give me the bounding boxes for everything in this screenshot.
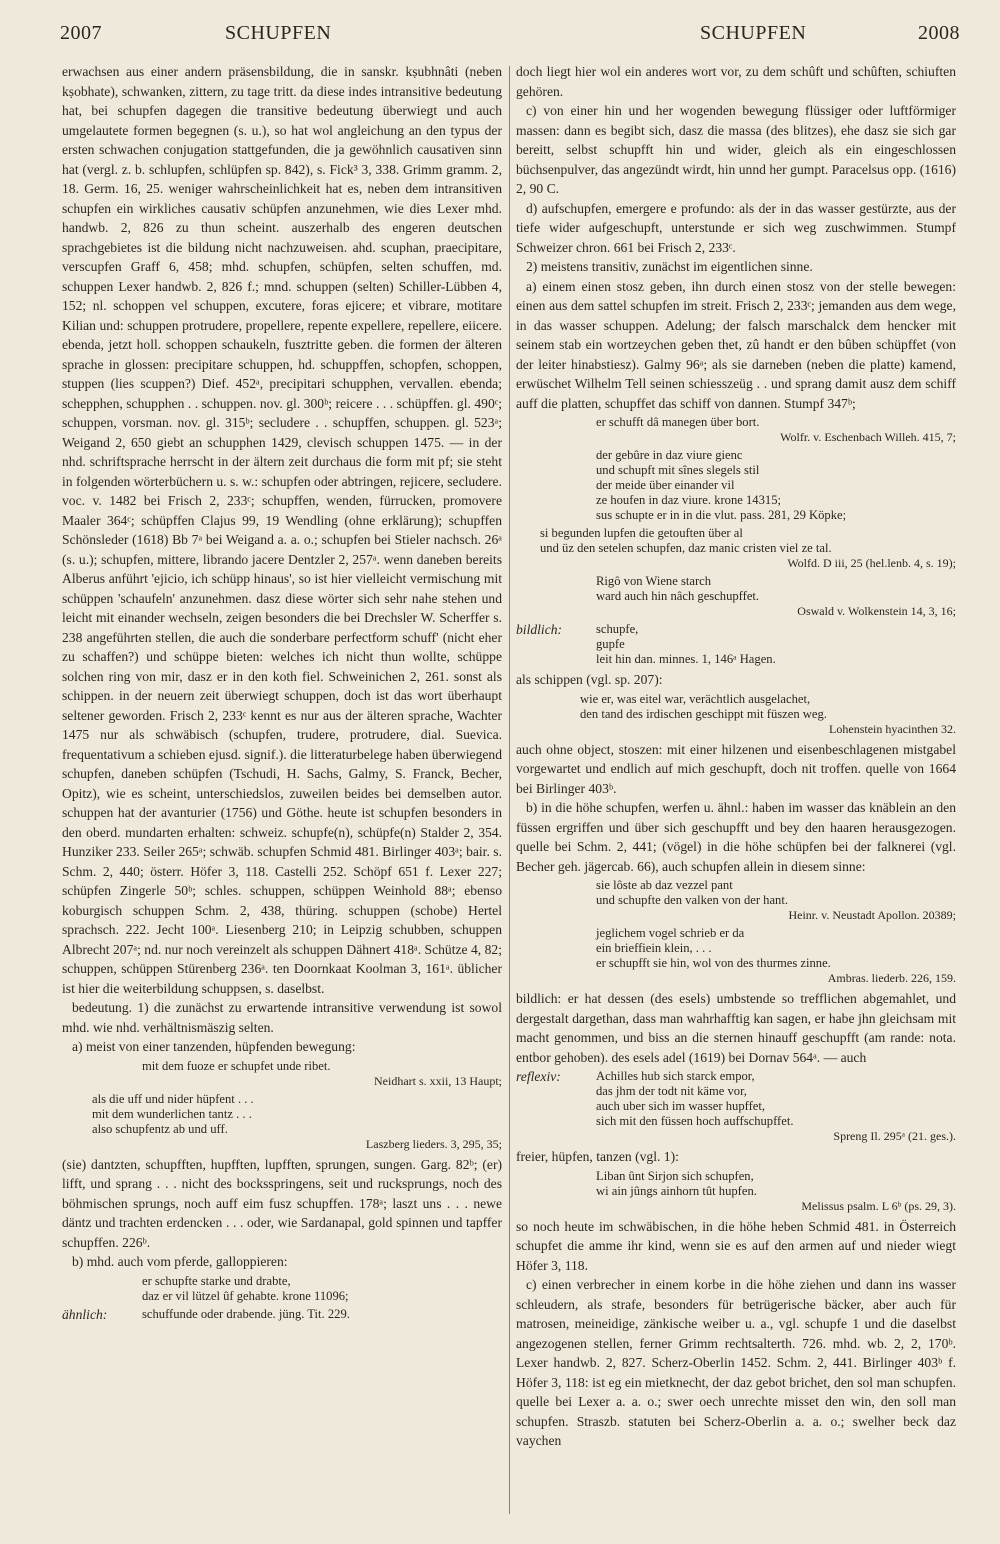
left-column — [62, 62, 502, 1524]
labeled-verse — [62, 1307, 502, 1322]
verse-line: Rigô von Wiene starch — [596, 574, 712, 588]
verse-quote — [596, 415, 956, 445]
right-column — [516, 62, 956, 1524]
verse-quote — [92, 1092, 502, 1152]
verse-line: der gebûre in daz viure gienc — [596, 448, 743, 462]
verse-line: sie lôste ab daz vezzel pant — [596, 878, 733, 892]
sense-2: 2) meistens transitiv, zunächst im eigentlichen sinne. — [526, 259, 813, 274]
verse-line: Achilles hub sich starck empor, — [596, 1069, 755, 1083]
sense-2b: b) in die höhe schupfen, werfen u. ähnl.: haben im wasser das knäblein an den füssen ergriffen und über sich geschupfft und bey den haaren herausgezogen. quelle bei Schm. 2, 441; (vögel) in die höhe schüpfen bei der falknerei (vgl. Becher geh. jägercab. 66), auch schupfen allein in diesem sinne: — [516, 800, 956, 874]
verse-line: schupfe, — [596, 622, 639, 636]
verse-line: ein brieffiein klein, . . . — [596, 941, 712, 955]
verse-label: reflexiv: — [516, 1069, 561, 1084]
verse-line: der meide über einander vil — [596, 478, 735, 492]
verse-line: daz er vil lützel ûf gehabte. krone 11096; — [142, 1288, 349, 1303]
verse-line: sus schupte er in in die vlut. pass. 281, 29 Köpke; — [596, 508, 847, 522]
verse-quote — [596, 1169, 956, 1214]
verse-source: Neidhart s. xxii, 13 Haupt; — [374, 1073, 502, 1088]
verse-line: leit hin dan. minnes. 1, 146ᵃ Hagen. — [596, 652, 776, 666]
verse-line: wi ain jûngs ainhorn tût hupfen. — [596, 1183, 757, 1198]
verse-line: sich mit den füssen hoch auffschupffet. — [596, 1114, 794, 1128]
prose-paragraph: als schippen (vgl. sp. 207): — [516, 672, 663, 687]
verse-source: Wolfr. v. Eschenbach Willeh. 415, 7; — [780, 430, 956, 444]
running-head-left: SCHUPFEN — [225, 22, 332, 44]
verse-line: auch uber sich im wasser hupffet, — [596, 1099, 766, 1113]
verse-line: also schupfentz ab und uff. — [92, 1121, 228, 1136]
verse-source: Spreng Il. 295ᵃ (21. ges.). — [833, 1129, 956, 1143]
verse-source: Oswald v. Wolkenstein 14, 3, 16; — [797, 604, 956, 618]
column-divider — [509, 66, 510, 1514]
verse-source: Wolfd. D iii, 25 (hel.lenb. 4, s. 19); — [787, 556, 956, 570]
verse-line: er schupfft sie hin, wol von des thurmes zinne. — [596, 956, 831, 970]
verse-label: bildlich: — [516, 622, 563, 637]
verse-line: gupfe — [596, 637, 625, 651]
verse-line: und üz den setelen schupfen, daz manic cristen viel ze tal. — [540, 541, 832, 555]
verse-line: mit dem wunderlichen tantz . . . — [92, 1106, 252, 1121]
sense-2a: a) einem einen stosz geben, ihn durch einen stosz von der stelle bewegen: einen aus dem sattel schupfen im streit. Frisch 2, 233ᶜ; jemanden aus dem wege, in das wasser schuppen. Adelung; der falsch marschalck dem hencker mit seinem stab ein wortzeychen geben thet, zû handt er den bûben schüpffet (von der leiter hinabstiesz). Galmy 96ᵃ; als sie darneben (neben die platte) kamend, erwüschet Wilhelm Tell seinen schiesszeüg . . und sprang damit ausz dem schiff auff die platten, schupffet das schiff von dannen. Stumpf 347ᵇ; — [516, 278, 956, 411]
verse-line: er schufft dâ manegen über bort. — [596, 415, 760, 429]
verse-line: ze houfen in daz viure. krone 14315; — [596, 493, 781, 507]
verse-quote — [580, 692, 956, 737]
prose-paragraph: so noch heute im schwäbischen, in die höhe heben Schmid 481. in Österreich schupfet die amme ihr kind, wenn sie es auf den armen auf und nieder wiegt Höfer 3, 118. — [516, 1218, 956, 1273]
verse-source: Heinr. v. Neustadt Apollon. 20389; — [788, 908, 956, 922]
page-number-left: 2007 — [60, 22, 102, 44]
page-number-right: 2008 — [918, 22, 960, 44]
verse-line: das jhm der todt nit käme vor, — [596, 1084, 747, 1098]
sense-2c: c) einen verbrecher in einem korbe in die höhe ziehen und dann ins wasser schleudern, als strafe, besonders für betrügerische bäcker, aber auch für matrosen, meineidige, zänkische weiber u. a., vgl. schupfe 1 und die daselbst angezogenen stellen, ferner Grimm rechtsalterth. 726. mhd. wb. 2, 2, 170ᵇ. Lexer handwb. 2, 827. Scherz-Oberlin 1452. Schm. 2, 441. Birlinger 403ᵇ f. Höfer 3, 118: ist eg ein mietknecht, der daz gebot brichet, den sol man schupfen. quelle bei Lexer a. a. o.; swer oech unrechte misset den win, den soll man schupfen. Straszb. statuten bei Scherz-Oberlin a. a. o.; swelher beck daz vaychen — [516, 1277, 956, 1448]
verse-source: Lohenstein hyacinthen 32. — [829, 721, 956, 736]
verse-quote — [142, 1274, 502, 1304]
verse-line: Liban ûnt Sirjon sich schupfen, — [596, 1168, 754, 1183]
prose-quote: (sie) dantzten, schupfften, hupfften, lupfften, sprungen, sungen. Garg. 82ᵇ; (er) lifft, und sprang . . . nicht des bocksspringens, seit und rucksprungs, noch des böhmischen sprungs, noch auff eim fusz schupffen. 178ᵃ; laszt uns . . . newe däntz und trachten erdencken . . . oder, wie Sardanapal, gold spinnen und tapffer schupffen. 226ᵇ. — [62, 1156, 502, 1250]
verse-line: und schupfte den valken von der hant. — [596, 893, 788, 907]
verse-source: Melissus psalm. L 6ᵇ (ps. 29, 3). — [801, 1198, 956, 1213]
prose-paragraph: bildlich: er hat dessen (des esels) umbstende so trefflichen abgemahlet, und dergestalt dargethan, dass man wahrhafftig kan sagen, er habe jhn gleichsam mit macht genommen, und biss an die sternen hinauff geschupfft (am rande: nota. entbor gehoben). des esels adel (1619) bei Dornav 564ᵃ. — auch — [516, 991, 956, 1065]
sense-1a: a) meist von einer tanzenden, hüpfenden bewegung: — [72, 1039, 356, 1054]
prose-paragraph: auch ohne object, stoszen: mit einer hilzenen und eisenbeschlagenen mistgabel vorgewartet und endlich auf mich geschupft, doch nit troffen. quelle von 1664 bei Birlinger 403ᵇ. — [516, 741, 956, 796]
running-head-right: SCHUPFEN — [700, 22, 807, 44]
verse-quote — [596, 926, 956, 986]
verse-line: und schupft mit sînes slegels stil — [596, 463, 760, 477]
sense-1b: b) mhd. auch vom pferde, galloppieren: — [72, 1254, 288, 1269]
verse-line: mit dem fuoze er schupfet unde ribet. — [142, 1058, 331, 1073]
verse-source: Ambras. liederb. 226, 159. — [827, 971, 956, 985]
verse-quote — [596, 448, 956, 523]
etymology-paragraph: erwachsen aus einer andern präsensbildung, die in sanskr. kṣubhnâti (neben kṣobhate), schwanken, zittern, zu tage tritt. da diese indes intransitive bedeutung hat, bei schupfen dagegen die transitive bedeutung überwiegt und auch umgelautete formen begegnen (s. u.), so hat wol angleichung an den typus der ersten schwachen conjugation stattgefunden, die ja gewöhnlich causativen sinn hat (vergl. z. b. schlupfen, schlüpfen sp. 842), s. Fick³ 3, 338. Grimm gramm. 2, 18. Germ. 16, 25. weniger wahrscheinlichkeit hat es, neben dem intransitiven schupfen ein wirkliches causativ schüpfen anzunehmen, wie dies Lexer mhd. handwb. 2, 826 zu thun scheint. auszerhalb des engeren deutschen sprachgebietes ist die bildung nicht nachzuweisen. ahd. scuphan, praecipitare, verscupfen Graff 6, 458; mhd. schupfen, schüpfen, selten schuffen, md. schuppen Lexer handwb. 2, 826 f.; mnd. schuppen (selten) Schiller-Lübben 4, 152; nl. schoppen vel schuppen, excutere, foras ejicere; et vibrare, motitare Kilian und: schuppen protrudere, propellere, repente expellere, repellere, eiicere. ebenda, jetzt holl. schoppen schaukeln, fusztritte geben. die formen der älteren sprache in glossen: precipitare schuppen, hd. schuppffen, schopfen, schoppen, stuppen (lies scuppen?) Dief. 452ᵃ, precipitari schupphen, vervallen. ebenda; schepphen, schupphen . . schuppen. nov. gl. 300ᵇ; reicere . . . schüpffen. gl. 490ᶜ; schuppen, vorsman. nov. gl. 315ᵇ; secludere . . schupffen, schuppen. gl. 523ᵃ; Weigand 2, 650 giebt an schupphen 1429, clevisch schuppen 1475. — in der nhd. schriftsprache herrscht in der ältern zeit durchaus die form mit pf; sie steht in folgenden wörterbüchern u. s. w.: schupfen oder abtringen, rejicere, secludere. voc. v. 1482 bei Frisch 2, 233ᶜ; schupffen, wenden, fürrucken, promovere Maaler 364ᶜ; schüpffen Clajus 99, 19 Wendling (ohne erklärung); schupffen Schönsleder (1618) Bb 7ᵃ bei Weigand a. a. o.; schupfen bei Stieler nachsch. 26ᵃ (s. u.); schupfen, mittere, librando jacere Dentzler 2, 257ᵃ. wenn daneben bereits Alberus anführt 'ejicio, ich schüpp hinaus', so ist hier vielleicht vermischung mit schüppen 'schaufeln' anzunehmen. dasz diese wörter sich sehr nahe stehen und leicht mit einander wechseln, zeigen besonders die bei Drechsler W. Scherffer s. 238 angeführten stellen, die auch die sonderbare perfectform schuff' (nicht eher zu schaffen?) und schüppe bieten: welches ich nicht thun wollte, schüppe solchen ring von mir, dasz er in den koth fiel. Schweinichen 2, 261. sonst als schippen. in der neuern zeit überwiegt schuppen, doch ist das wort überhaupt seltener geworden. Frisch 2, 233ᶜ kennt es nur aus der älteren sprache, Wachter 1475 nur als schwäbisch (schupfen, trudere, protrudere, dial. Suevica. frequentativum a schieben ejusd. signif.). die litteraturbelege haben überwiegend schupfen, daneben schüpfen (Tschudi, H. Sachs, Galmy, S. Franck, Becher, Opitz), wie es scheint, unterschiedslos, zuweilen beides bei demselben autor. schuppen hat der avanturier (1756) und Göthe. heute ist schupfen besonders in den oberd. mundarten erhalten: schweiz. schupfe(n), schüpfe(n) Stalder 2, 354. Hunziker 233. Seiler 265ᵃ; schwäb. schupfen Schmid 481. Birlinger 403ᵃ; bair. s. Schm. 2, 440; österr. Höfer 3, 118. Castelli 252. Schöpf 651 f. Lexer 227; schüpfen Zingerle 50ᵇ; schles. schuppen, schüppen Weinhold 88ᵃ; ebenso koburgisch schuppen Schm. 2, 438, thüring. schuppen (schobe) Hertel sprachsch. 222. Jecht 100ᵃ. Liesenberg 210; in Leipzig schubben, schuppen Albrecht 207ᵃ; nd. nur noch vereinzelt als schuppen Dähnert 418ᵃ. Schütze 4, 82; schuppen, schüppen Stürenberg 236ᵃ. ten Doornkaat Koolman 3, 161ᵃ. üblicher ist hier die weiterbildung schuppsen, s. daselbst. — [62, 64, 502, 996]
verse-label: ähnlich: — [62, 1306, 108, 1322]
verse-quote — [596, 878, 956, 923]
sense-1c: c) von einer hin und her wogenden bewegung flüssiger oder luftförmiger massen: dann es begibt sich, dasz die massa (des blitzes), ehe dasz sie sich gar bereitt, selbst schupfft hin und wider, gleich als ein eingeschlossen büchsenpulver, das angezündt wirdt, hin unnd her gumpt. Paracelsus opp. (1616) 2, 90 C. — [516, 103, 956, 196]
verse-source: Laszberg lieders. 3, 295, 35; — [365, 1136, 502, 1151]
verse-line: als die uff und nider hüpfent . . . — [92, 1091, 254, 1106]
verse-line: jeglichem vogel schrieb er da — [596, 926, 745, 940]
meaning-intro: bedeutung. 1) die zunächst zu erwartende intransitive verwendung ist sowol mhd. wie nhd. verhältnismäszig selten. — [62, 1000, 502, 1035]
verse-line: si begunden lupfen die getouften über al — [540, 526, 743, 540]
verse-line: wie er, was eitel war, verächtlich ausgelachet, — [580, 691, 811, 706]
page-header — [60, 22, 960, 62]
labeled-verse — [516, 1069, 956, 1144]
verse-line: ward auch hin nâch geschupffet. — [596, 589, 760, 603]
verse-line: schuffunde oder drabende. jüng. Tit. 229. — [142, 1306, 350, 1321]
verse-quote — [596, 574, 956, 619]
labeled-verse — [516, 622, 956, 667]
verse-quote — [540, 526, 956, 571]
verse-quote — [142, 1059, 502, 1089]
verse-line: er schupfte starke und drabte, — [142, 1273, 291, 1288]
prose-paragraph: freier, hüpfen, tanzen (vgl. 1): — [516, 1149, 679, 1164]
verse-line: den tand des irdischen geschippt mit füszen weg. — [580, 706, 827, 721]
sense-1d: d) aufschupfen, emergere e profundo: als der in das wasser gestürzte, aus der tiefe wider aufgeschupft, unterstunde er sich weg zuschwimmen. Stumpf Schweizer chron. 661 bei Frisch 2, 233ᶜ. — [516, 200, 956, 255]
prose-paragraph: doch liegt hier wol ein anderes wort vor, zu dem schûft und schûften, schiuften gehören. — [516, 64, 956, 99]
